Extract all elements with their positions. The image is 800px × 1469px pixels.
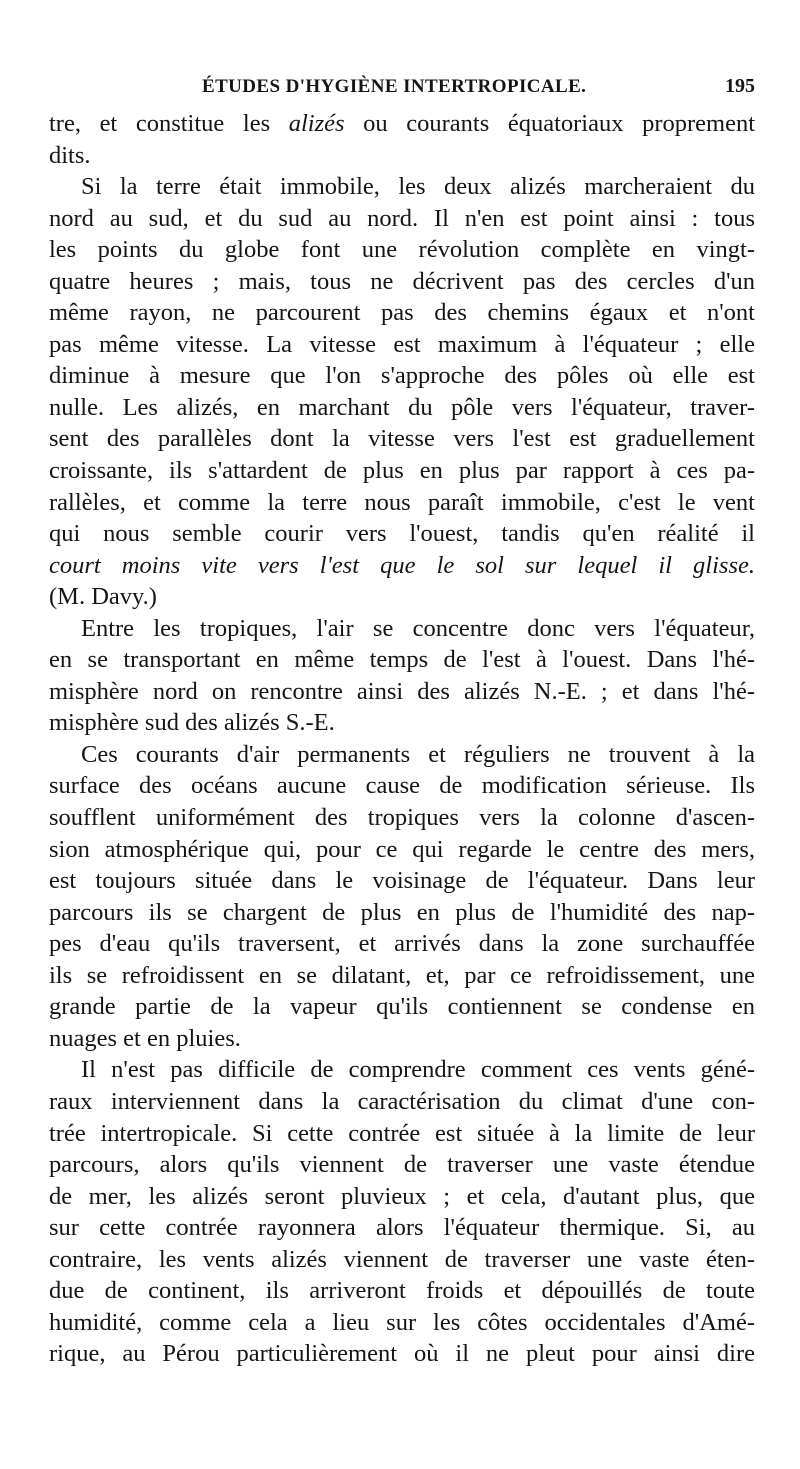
text-line: nulle. Les alizés, en marchant du pôle vers l'équateur, traver- bbox=[49, 393, 755, 421]
text-line: les points du globe font une révolution complète en vingt- bbox=[49, 236, 755, 264]
book-page bbox=[49, 68, 755, 1370]
text-line: pas même vitesse. La vitesse est maximum à l'équateur ; elle bbox=[49, 330, 755, 358]
text-line: misphère sud des alizés S.-E. bbox=[49, 709, 335, 737]
text-line: rallèles, et comme la terre nous paraît immobile, c'est le vent bbox=[49, 488, 755, 516]
text-line: parcours ils se chargent de plus en plus de l'humidité des nap- bbox=[49, 898, 755, 926]
text-line: rique, au Pérou particulièrement où il ne pleut pour ainsi dire bbox=[49, 1340, 755, 1368]
text-line: humidité, comme cela a lieu sur les côtes occidentales d'Amé- bbox=[49, 1308, 755, 1336]
emphasis: alizés bbox=[288, 110, 345, 137]
text-line: contraire, les vents alizés viennent de traverser une vaste éten- bbox=[49, 1245, 755, 1273]
text-line: Il n'est pas difficile de comprendre comment ces vents géné- bbox=[81, 1056, 755, 1084]
body-text bbox=[49, 108, 755, 1370]
text-line: Ces courants d'air permanents et réguliers ne trouvent à la bbox=[81, 740, 755, 768]
text-line: dits. bbox=[49, 141, 91, 169]
text-line: nuages et en pluies. bbox=[49, 1024, 241, 1052]
page-number: 195 bbox=[725, 75, 755, 97]
text-line bbox=[49, 550, 755, 582]
text-line: tre, et constitue les alizés ou courants équatoriaux proprement bbox=[49, 110, 755, 137]
text-line: (M. Davy.) bbox=[49, 583, 157, 611]
text-line: est toujours située dans le voisinage de l'équateur. Dans leur bbox=[49, 867, 755, 895]
text-line: sur cette contrée rayonnera alors l'équateur thermique. Si, au bbox=[49, 1214, 755, 1242]
text-line: même rayon, ne parcourent pas des chemins égaux et n'ont bbox=[49, 299, 755, 327]
text-line: raux interviennent dans la caractérisation du climat d'une con- bbox=[49, 1087, 755, 1115]
text-line: ils se refroidissent en se dilatant, et, par ce refroidissement, une bbox=[49, 961, 755, 989]
text-line: quatre heures ; mais, tous ne décrivent pas des cercles d'un bbox=[49, 267, 755, 295]
text-line: soufflent uniformément des tropiques vers la colonne d'ascen- bbox=[49, 804, 755, 832]
text-line: croissante, ils s'attardent de plus en plus par rapport à ces pa- bbox=[49, 457, 755, 485]
text-line: qui nous semble courir vers l'ouest, tandis qu'en réalité il bbox=[49, 520, 755, 548]
text-line: misphère nord on rencontre ainsi des alizés N.-E. ; et dans l'hé- bbox=[49, 677, 755, 705]
text-line: trée intertropicale. Si cette contrée est située à la limite de leur bbox=[49, 1119, 755, 1147]
text-line: Entre les tropiques, l'air se concentre donc vers l'équateur, bbox=[81, 614, 755, 642]
text-line: diminue à mesure que l'on s'approche des pôles où elle est bbox=[49, 362, 755, 390]
text-line: grande partie de la vapeur qu'ils contiennent se condense en bbox=[49, 993, 755, 1021]
emphasis: court moins vite vers l'est que le sol sur lequel il glisse. bbox=[49, 551, 755, 579]
text-line: Si la terre était immobile, les deux alizés marcheraient du bbox=[81, 173, 755, 201]
running-title: ÉTUDES D'HYGIÈNE INTERTROPICALE. bbox=[202, 76, 587, 97]
text-line: surface des océans aucune cause de modification sérieuse. Ils bbox=[49, 772, 755, 800]
text-line: nord au sud, et du sud au nord. Il n'en est point ainsi : tous bbox=[49, 204, 755, 232]
text-line: de mer, les alizés seront pluvieux ; et cela, d'autant plus, que bbox=[49, 1182, 755, 1210]
text-line: parcours, alors qu'ils viennent de traverser une vaste étendue bbox=[49, 1151, 755, 1179]
text-line: due de continent, ils arriveront froids et dépouillés de toute bbox=[49, 1277, 755, 1305]
text-line: sion atmosphérique qui, pour ce qui regarde le centre des mers, bbox=[49, 835, 755, 863]
text-line: en se transportant en même temps de l'est à l'ouest. Dans l'hé- bbox=[49, 646, 755, 674]
text-line: pes d'eau qu'ils traversent, et arrivés dans la zone surchauffée bbox=[49, 930, 755, 958]
text-line: sent des parallèles dont la vitesse vers l'est est graduellement bbox=[49, 425, 755, 453]
running-head bbox=[49, 68, 755, 108]
